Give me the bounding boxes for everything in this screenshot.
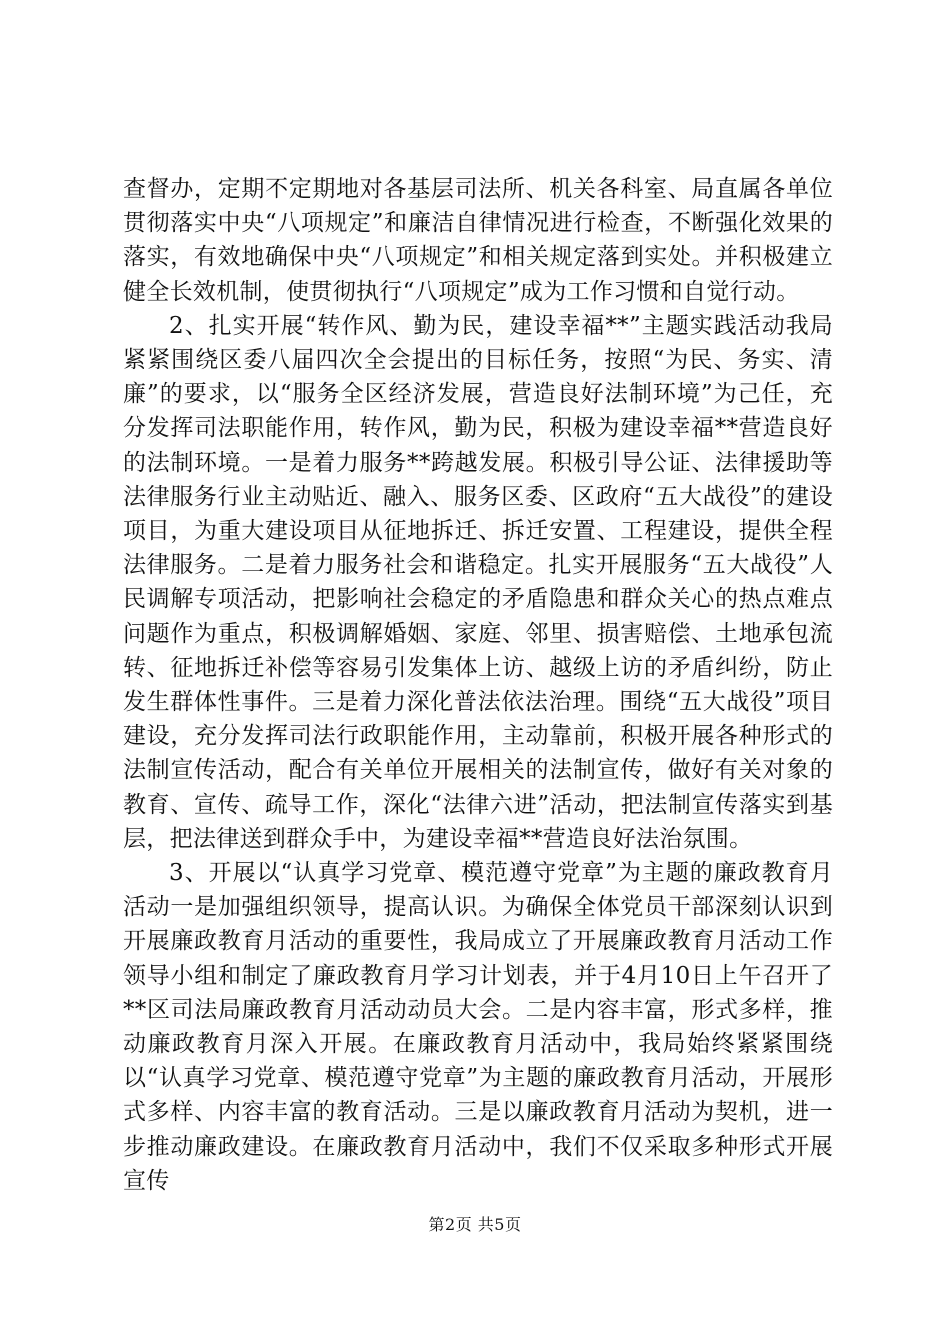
paragraph-3: 3、开展以“认真学习党章、模范遵守党章”为主题的廉政教育月活动一是加强组织领导，提高认识。为确保全体党员干部深刻认识到开展廉政教育月活动的重要性，我局成立了开展廉政教育月活动工作领导小组和制定了廉政教育月学习计划表，并于4月10日上午召开了**区司法局廉政教育月活动动员大会。二是内容丰富，形式多样，推动廉政教育月深入开展。在廉政教育月活动中，我局始终紧紧围绕以“认真学习党章、模范遵守党章”为主题的廉政教育月活动，开展形式多样、内容丰富的教育活动。三是以廉政教育月活动为契机，进一步推动廉政建设。在廉政教育月活动中，我们不仅采取多种形式开展宣传 <box>123 860 833 1194</box>
page-footer <box>0 1212 950 1235</box>
page-number-label: 第2页 共5页 <box>428 1215 522 1234</box>
paragraph-1: 查督办，定期不定期地对各基层司法所、机关各科室、局直属各单位贯彻落实中央“八项规定”和廉洁自律情况进行检查，不断强化效果的落实，有效地确保中央“八项规定”和相关规定落到实处。并积极建立健全长效机制，使贯彻执行“八项规定”成为工作习惯和自觉行动。 <box>123 176 833 305</box>
body-text <box>123 172 833 1198</box>
paragraph-2: 2、扎实开展“转作风、勤为民，建设幸福**”主题实践活动我局紧紧围绕区委八届四次全会提出的目标任务，按照“为民、务实、清廉”的要求，以“服务全区经济发展，营造良好法制环境”为己任，充分发挥司法职能作用，转作风，勤为民，积极为建设幸福**营造良好的法制环境。一是着力服务**跨越发展。积极引导公证、法律援助等法律服务行业主动贴近、融入、服务区委、区政府“五大战役”的建设项目，为重大建设项目从征地拆迁、拆迁安置、工程建设，提供全程法律服务。二是着力服务社会和谐稳定。扎实开展服务“五大战役”人民调解专项活动，把影响社会稳定的矛盾隐患和群众关心的热点难点问题作为重点，积极调解婚姻、家庭、邻里、损害赔偿、土地承包流转、征地拆迁补偿等容易引发集体上访、越级上访的矛盾纠纷，防止发生群体性事件。三是着力深化普法依法治理。围绕“五大战役”项目建设，充分发挥司法行政职能作用，主动靠前，积极开展各种形式的法制宣传活动，配合有关单位开展相关的法制宣传，做好有关对象的教育、宣传、疏导工作，深化“法律六进”活动，把法制宣传落实到基层，把法律送到群众手中，为建设幸福**营造良好法治氛围。 <box>123 312 833 852</box>
